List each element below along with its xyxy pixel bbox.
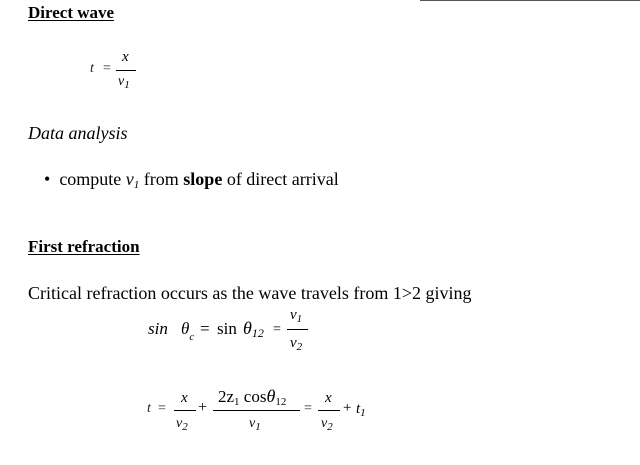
top-rule	[420, 0, 640, 1]
eq2-f2-bar	[213, 410, 300, 411]
eq1-num: $v_1$	[290, 307, 303, 325]
eq-num-x: x	[122, 49, 129, 65]
bullet-middle: from	[139, 169, 184, 189]
eq2-f2-den: $v_1$	[249, 416, 261, 433]
eq2-f1-bar	[174, 410, 196, 411]
bullet-var: $v_1$	[125, 169, 140, 191]
critical-refraction-text: Critical refraction occurs as the wave travels from 1>2 giving	[28, 283, 472, 303]
eq2-f2-num: $2z_1$ cosθ$_{12}$	[218, 386, 287, 408]
eq1-theta-12: $\theta_{12}$	[243, 318, 264, 340]
eq-fraction-bar	[116, 70, 136, 71]
eq2-t1: $t_1$	[356, 401, 366, 419]
eq1-sin: sin	[217, 319, 237, 338]
eq1-equals-2: =	[273, 322, 281, 337]
bullet-suffix: of direct arrival	[222, 169, 339, 189]
eq2-f3-den: $v_2$	[321, 416, 333, 433]
eq1-den: $v_2$	[290, 335, 303, 353]
eq2-f1-den: $v_2$	[176, 416, 188, 433]
bullet-prefix: compute	[59, 169, 126, 189]
eq2-f3-bar	[318, 410, 340, 411]
bullet-bold: slope	[183, 169, 223, 189]
eq1-sin-italic: sin	[148, 319, 168, 338]
direct-wave-heading: Direct wave	[28, 3, 115, 22]
eq2-t: t	[147, 401, 151, 416]
bullet-item	[44, 169, 339, 191]
eq1-equals-1: =	[200, 319, 210, 338]
eq2-f1-num: x	[181, 390, 188, 406]
eq2-plus: +	[198, 399, 208, 416]
eq-equals: =	[103, 61, 111, 76]
eq-den: $v_1$	[118, 74, 130, 91]
data-analysis-label: Data analysis	[28, 123, 128, 143]
first-refraction-heading: First refraction	[28, 237, 140, 256]
eq2-equals-2: =	[304, 401, 312, 416]
eq1-fraction-bar	[287, 329, 308, 330]
eq-t: t	[90, 61, 94, 76]
bullet-symbol: •	[44, 169, 51, 189]
eq2-plus-2: +	[343, 400, 352, 416]
eq1-theta-c: $\theta_c$	[181, 319, 195, 343]
eq2-equals: =	[158, 401, 166, 416]
eq2-f3-num: x	[325, 390, 332, 406]
